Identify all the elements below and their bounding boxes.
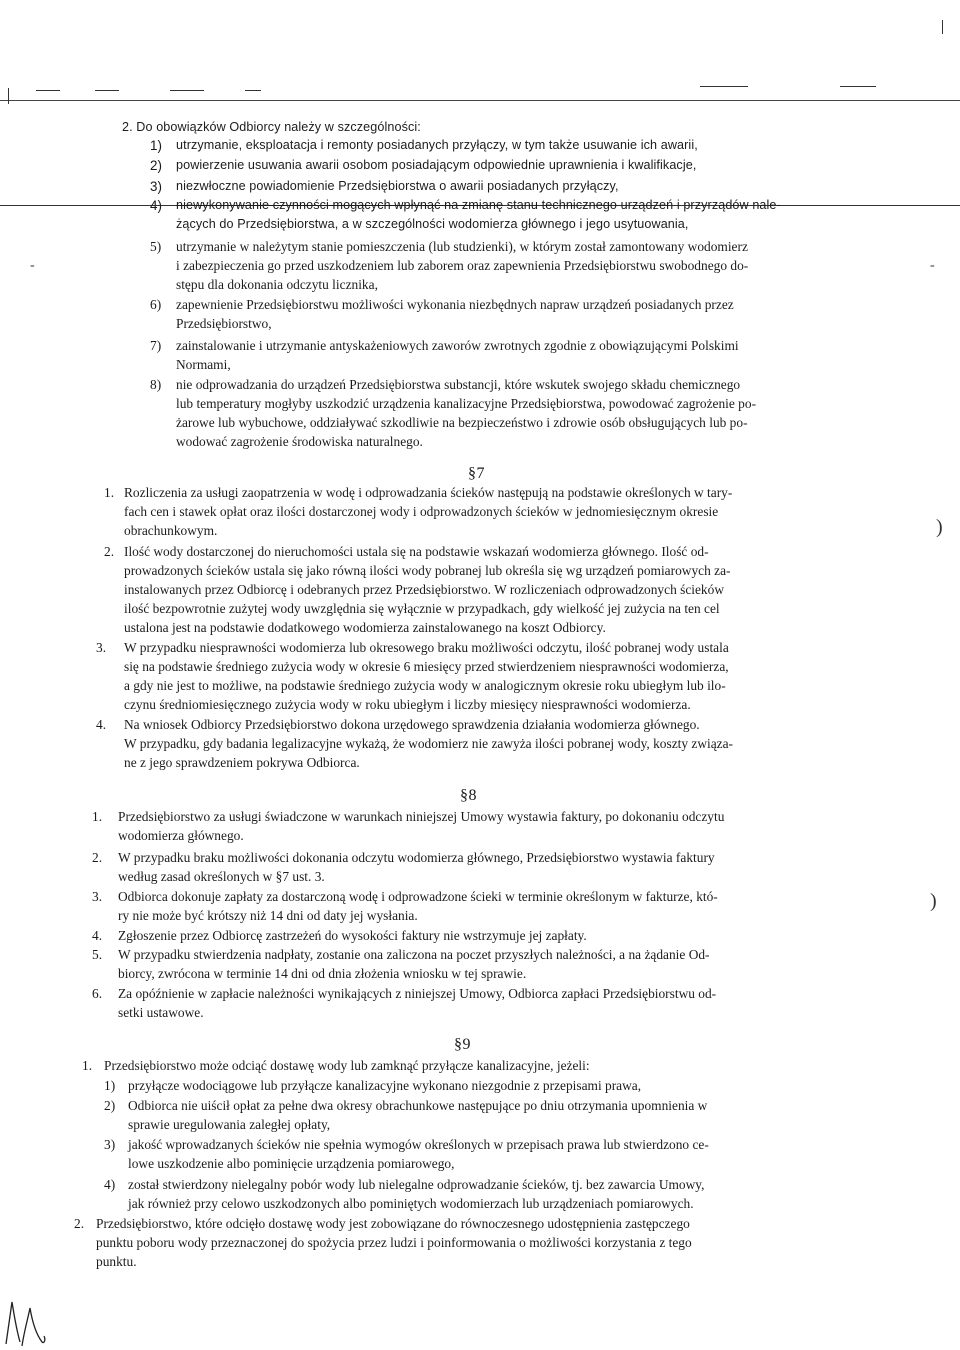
- paragraph-text: Przedsiębiorstwo może odciąć dostawę wody lub zamknąć przyłącze kanalizacyjne, jeżeli:: [104, 1058, 590, 1073]
- list-item-text: wodomierza głównego.: [118, 828, 244, 843]
- list-item-text: według zasad określonych w §7 ust. 3.: [118, 869, 325, 884]
- margin-paren: ): [936, 516, 943, 538]
- margin-paren: ): [930, 890, 937, 912]
- list-item-text: W przypadku niesprawności wodomierza lub okresowego braku możliwości odczytu, ilość pobranej wody ustala: [124, 640, 729, 655]
- list-item-text: Za opóźnienie w zapłacie należności wynikających z niniejszej Umowy, Odbiorca zapłaci Przedsiębiorstwu od-: [118, 986, 717, 1001]
- margin-dash: -: [930, 258, 935, 273]
- list-item-text: stępu dla dokonania odczytu licznika,: [176, 277, 378, 292]
- list-item-text: ne z jego sprawdzeniem pokrywa Odbiorca.: [124, 755, 360, 770]
- list-item-text: W przypadku braku możliwości dokonania odczytu wodomierza głównego, Przedsiębiorstwo wystawia faktury: [118, 850, 715, 865]
- list-item-text: utrzymanie w należytym stanie pomieszczenia (lub studzienki), w którym został zamontowany wodomierz: [176, 239, 748, 254]
- list-number: 4): [150, 198, 163, 213]
- list-item-text: ustalona jest na podstawie dodatkowego wodomierza zainstalowanego na koszt Odbiorcy.: [124, 620, 606, 635]
- list-number: 3.: [96, 640, 107, 655]
- list-item-text: punktu.: [96, 1254, 137, 1269]
- list-number: 6.: [92, 986, 103, 1001]
- scan-mark: [170, 90, 204, 91]
- list-number: 7): [150, 338, 162, 353]
- list-item-text: instalowanych przez Odbiorcę i odebranych przez Przedsiębiorstwo. W rozliczeniach odprowadzonych ścieków: [124, 582, 724, 597]
- list-item-text: Ilość wody dostarczonej do nieruchomości ustala się na podstawie wskazań wodomierza głównego. Ilość od-: [124, 544, 709, 559]
- margin-dash: -: [30, 258, 35, 273]
- list-number: 3): [150, 179, 163, 194]
- item-text-rest: stanu technicznego urządzeń i przyrządów nale-: [503, 198, 781, 212]
- list-item-text: punktu poboru wody przeznaczonej do spożycia przez ludzi i poinformowania o możliwości korzystania z tego: [96, 1235, 692, 1250]
- list-number: 4.: [96, 717, 107, 732]
- list-item-text: nie odprowadzania do urządzeń Przedsiębiorstwa substancji, które wskutek swojego składu chemicznego: [176, 377, 741, 392]
- scan-mark: [840, 86, 876, 87]
- list-item-text: powierzenie usuwania awarii osobom posiadającym odpowiednie uprawnienia i kwalifikacje,: [176, 158, 697, 172]
- section9-heading: §9: [454, 1036, 471, 1053]
- list-number: 6): [150, 297, 162, 312]
- list-number: 2.: [74, 1216, 85, 1231]
- list-item-text: prowadzonych ścieków ustala się jako równą ilości wody pobranej lub określa się wg urządzeń pomiarowych za-: [124, 563, 731, 578]
- list-item-text: setki ustawowe.: [118, 1005, 204, 1020]
- list-number: 8): [150, 377, 162, 392]
- list-item-text: Odbiorca dokonuje zapłaty za dostarczoną wodę i odprowadzone ścieki w terminie określonym w fakturze, któ-: [118, 889, 718, 904]
- list-number: 5): [150, 239, 162, 254]
- list-item-text: sprawie uregulowania zaległej opłaty,: [128, 1117, 331, 1132]
- list-number: 1): [150, 138, 163, 153]
- list-item-text: i zabezpieczenia go przed uszkodzeniem lub zaborem oraz zapewnienia Przedsiębiorstwu swobodnego do-: [176, 258, 749, 273]
- list-item-text: Zgłoszenie przez Odbiorcę zastrzeżeń do wysokości faktury nie wstrzymuje jej zapłaty.: [118, 928, 587, 943]
- list-item-text: Odbiorca nie uiścił opłat za pełne dwa okresy obrachunkowe następujące po dniu otrzymania upomnienia w: [128, 1098, 708, 1113]
- list-item-text: ry nie może być krótszy niż 14 dni od daty jej wysłania.: [118, 908, 418, 923]
- list-item-text: ilość bezpowrotnie zużytej wody uwzględnia się wyłącznie w przypadkach, gdy wielkość jej zużycia na ten cel: [124, 601, 720, 616]
- list-item-text: biorcy, zwrócona w terminie 14 dni od dnia złożenia wniosku w tej sprawie.: [118, 966, 527, 981]
- scan-mark: [8, 88, 9, 104]
- list-item-text: zapewnienie Przedsiębiorstwu możliwości wykonania niezbędnych napraw urządzeń posiadanych przez: [176, 297, 734, 312]
- scan-rule-top: [0, 100, 960, 101]
- list-number: 2.: [104, 544, 115, 559]
- section8-heading: §8: [460, 787, 477, 804]
- list-item-text: Na wniosek Odbiorcy Przedsiębiorstwo dokona urzędowego sprawdzenia działania wodomierza głównego.: [124, 717, 700, 732]
- list-number: 1.: [82, 1058, 93, 1073]
- list-item-text: W przypadku, gdy badania legalizacyjne wykażą, że wodomierz nie zawyża ilości pobranej wody, koszty związa-: [124, 736, 734, 751]
- scan-mark: [95, 90, 119, 91]
- list-item-text: jakość wprowadzanych ścieków nie spełnia wymogów określonych w przepisach prawa lub stwierdzono ce-: [128, 1137, 709, 1152]
- list-item-text: Normami,: [176, 357, 231, 372]
- list-item-text: Przedsiębiorstwo, które odcięło dostawę wody jest zobowiązane do równoczesnego udostępnienia zastępczego: [96, 1216, 690, 1231]
- list-item-text: Przedsiębiorstwo za usługi świadczone w warunkach niniejszej Umowy wystawia faktury, po dokonaniu odczytu: [118, 809, 725, 824]
- section6-lead: 2. Do obowiązków Odbiorcy należy w szczególności:: [122, 120, 421, 134]
- struck-text: niewykonywanie czynności mogących wpłynąć na zmianę: [176, 198, 504, 212]
- list-number: 3.: [92, 889, 103, 904]
- list-item-text: jak również przy celowo uszkodzonych albo pominiętych wodomierzach lub urządzeniach pomiarowych.: [128, 1196, 694, 1211]
- list-number: 1): [104, 1078, 116, 1093]
- list-item-text: wodować zagrożenie środowiska naturalnego.: [176, 434, 423, 449]
- section7-heading: §7: [468, 465, 485, 482]
- list-number: 2): [150, 158, 163, 173]
- initials-signature: [0, 1290, 60, 1350]
- list-number: 3): [104, 1137, 116, 1152]
- list-item-text: obrachunkowym.: [124, 523, 218, 538]
- list-item-text: żących do Przedsiębiorstwa, a w szczególności wodomierza głównego i jego usytuowania,: [176, 217, 689, 231]
- list-item-text: W przypadku stwierdzenia nadpłaty, zostanie ona zaliczona na poczet przyszłych należności, a na żądanie Od-: [118, 947, 710, 962]
- list-item-text: lowe uszkodzenie albo pominięcie urządzenia pomiarowego,: [128, 1156, 455, 1171]
- list-item-text: Rozliczenia za usługi zaopatrzenia w wodę i odprowadzania ścieków następują na podstawie określonych w tary-: [124, 485, 733, 500]
- list-item-text: został stwierdzony nielegalny pobór wody lub nielegalne odprowadzanie ścieków, tj. bez zawarcia Umowy,: [128, 1177, 705, 1192]
- list-number: 2.: [92, 850, 103, 865]
- list-item-text: niezwłoczne powiadomienie Przedsiębiorstwa o awarii posiadanych przyłączy,: [176, 179, 619, 193]
- list-number: 4): [104, 1177, 116, 1192]
- list-item-text: a gdy nie jest to możliwe, na podstawie średniego zużycia wody w analogicznym okresie roku ubiegłym lub ilo-: [124, 678, 726, 693]
- list-item-text: fach cen i stawek opłat oraz ilości dostarczonej wody i odprowadzonych ścieków w jednomiesięcznym okresie: [124, 504, 719, 519]
- scan-mark: [36, 90, 60, 91]
- scan-mark: [700, 86, 748, 87]
- list-item-text: lub temperatury mogłyby uszkodzić urządzenia kanalizacyjne Przedsiębiorstwa, powodować zagrożenie po-: [176, 396, 757, 411]
- list-item-text: się na podstawie średniego zużycia wody w okresie 6 miesięcy przed stwierdzeniem niesprawności wodomierza,: [124, 659, 729, 674]
- list-number: 1.: [92, 809, 103, 824]
- list-item-text: Przedsiębiorstwo,: [176, 316, 272, 331]
- list-item-text: [176, 197, 781, 214]
- list-number: 4.: [92, 928, 103, 943]
- list-item-text: czynu średniomiesięcznego zużycia wody w roku ubiegłym i liczby miesięcy niesprawności wodomierza.: [124, 697, 691, 712]
- scan-mark: [942, 20, 943, 34]
- list-number: 2): [104, 1098, 116, 1113]
- list-number: 1.: [104, 485, 115, 500]
- list-item-text: utrzymanie, eksploatacja i remonty posiadanych przyłączy, w tym także usuwanie ich awarii,: [176, 138, 698, 152]
- list-item-text: przyłącze wodociągowe lub przyłącze kanalizacyjne wykonano niezgodnie z przepisami prawa,: [128, 1078, 642, 1093]
- list-item-text: żarowe lub wybuchowe, oddziaływać szkodliwie na bezpieczeństwo i zdrowie osób obsługujących lub po-: [176, 415, 748, 430]
- list-number: 5.: [92, 947, 103, 962]
- list-item-text: zainstalowanie i utrzymanie antyskażeniowych zaworów zwrotnych zgodnie z obowiązującymi Polskimi: [176, 338, 739, 353]
- scan-mark: [245, 90, 261, 91]
